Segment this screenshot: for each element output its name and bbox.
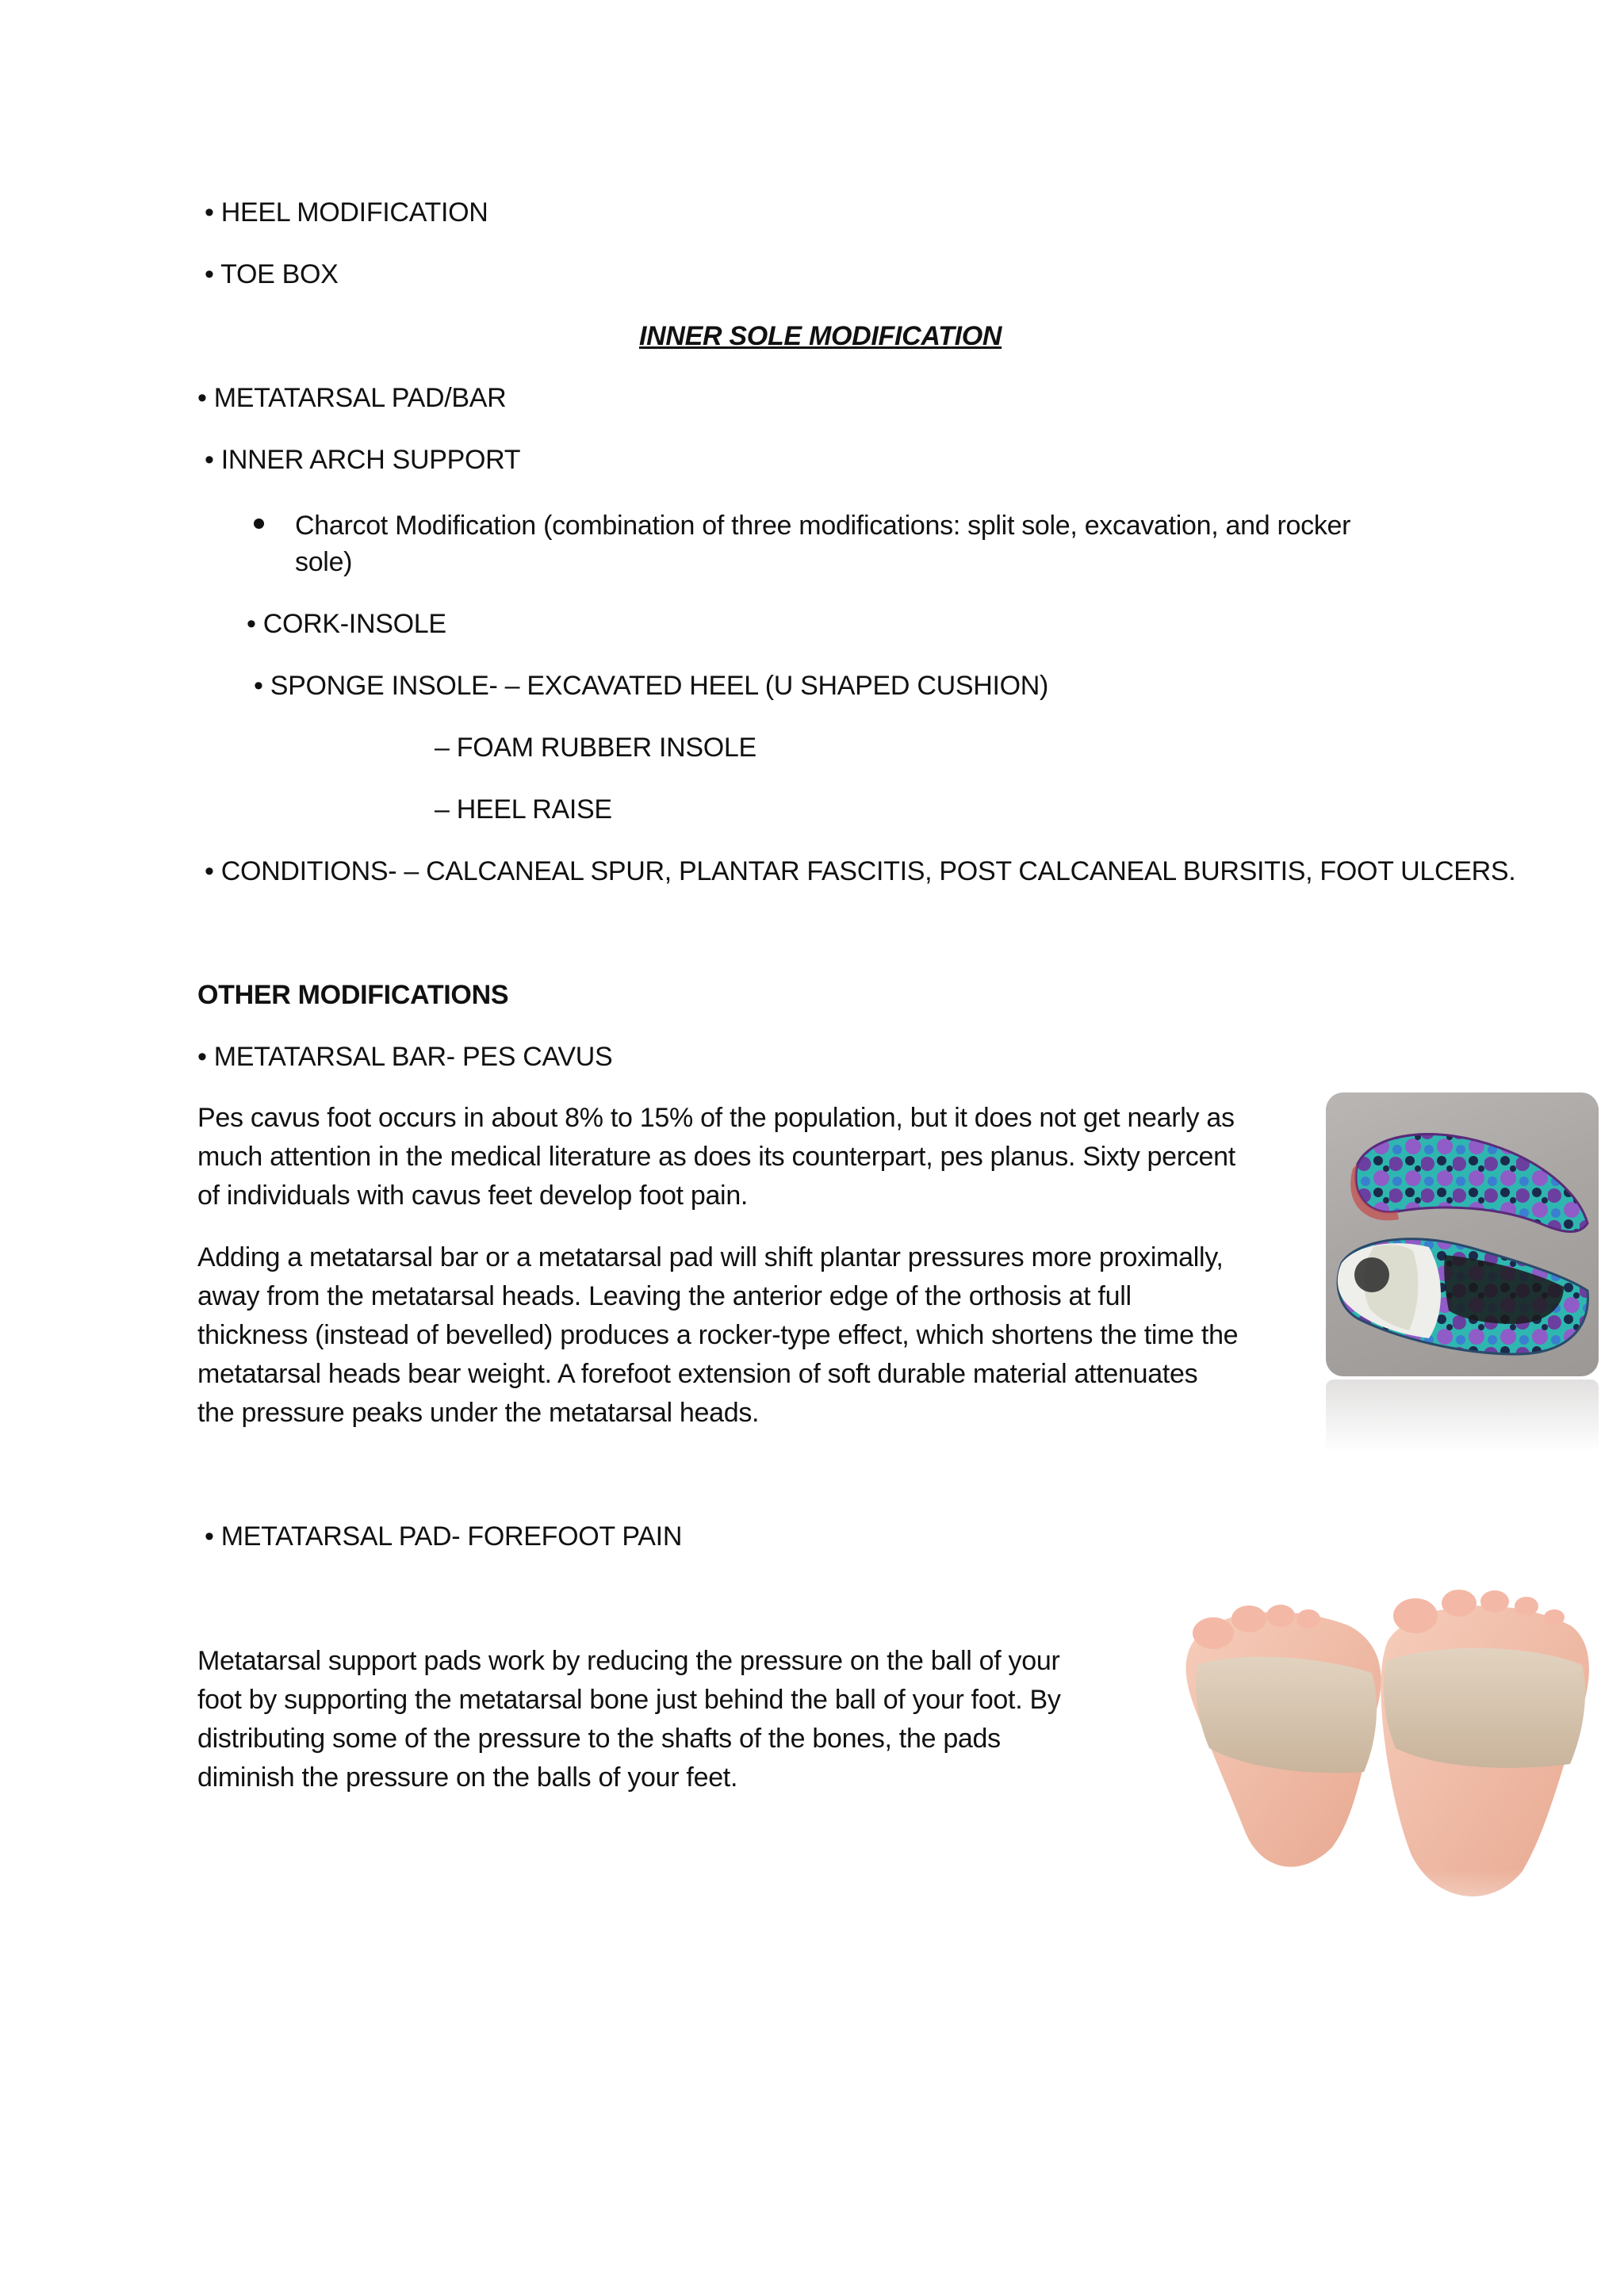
inner-sole-heading: INNER SOLE MODIFICATION (639, 321, 1002, 351)
metatarsal-pad-forefoot-item: • METATARSAL PAD- FOREFOOT PAIN (205, 1521, 683, 1552)
charcot-line-1: Charcot Modification (combination of three modifications: split sole, excavation, and rocker (295, 511, 1351, 541)
pes-cavus-paragraph (197, 1099, 1235, 1215)
insoles-image (1326, 1093, 1599, 1376)
conditions-item: • CONDITIONS- – CALCANEAL SPUR, PLANTAR FASCITIS, POST CALCANEAL BURSITIS, FOOT ULCERS. (205, 856, 1516, 886)
bullet-icon (254, 519, 264, 529)
insoles-reflection (1326, 1380, 1599, 1452)
metatarsal-bar-pes-cavus-item: • METATARSAL BAR- PES CAVUS (197, 1042, 613, 1072)
paragraph-line: Pes cavus foot occurs in about 8% to 15% of the population, but it does not get nearly as (197, 1103, 1235, 1133)
inner-arch-support-item: • INNER ARCH SUPPORT (205, 445, 521, 475)
paragraph-line: diminish the pressure on the balls of your feet. (197, 1762, 738, 1793)
metatarsal-pad-paragraph (197, 1642, 1061, 1797)
heel-modification-item: • HEEL MODIFICATION (205, 197, 488, 228)
cork-insole-item: • CORK-INSOLE (247, 609, 446, 639)
paragraph-line: foot by supporting the metatarsal bone just behind the ball of your foot. By (197, 1685, 1061, 1715)
paragraph-line: of individuals with cavus feet develop foot pain. (197, 1181, 749, 1211)
feet-pads-image (1174, 1578, 1599, 1966)
heel-raise-item: – HEEL RAISE (435, 794, 612, 825)
paragraph-line: away from the metatarsal heads. Leaving the anterior edge of the orthosis at full (197, 1281, 1132, 1311)
metatarsal-pad-bar-item: • METATARSAL PAD/BAR (197, 383, 507, 413)
paragraph-line: Adding a metatarsal bar or a metatarsal pad will shift plantar pressures more proximally, (197, 1242, 1224, 1272)
metatarsal-bar-paragraph (197, 1238, 1238, 1433)
other-modifications-heading: OTHER MODIFICATIONS (197, 980, 509, 1010)
paragraph-line: thickness (instead of bevelled) produces a rocker-type effect, which shortens the time the (197, 1320, 1239, 1350)
insoles-illustration (1326, 1093, 1599, 1376)
paragraph-line: much attention in the medical literature as does its counterpart, pes planus. Sixty percent (197, 1142, 1235, 1172)
paragraph-line: distributing some of the pressure to the shafts of the bones, the pads (197, 1724, 1001, 1754)
feet-pads-illustration (1174, 1578, 1599, 1966)
charcot-line-2: sole) (295, 547, 353, 577)
paragraph-line: metatarsal heads bear weight. A forefoot extension of soft durable material attenuates (197, 1359, 1198, 1389)
foam-rubber-item: – FOAM RUBBER INSOLE (435, 733, 756, 763)
paragraph-line: Metatarsal support pads work by reducing the pressure on the ball of your (197, 1646, 1060, 1676)
toe-box-item: • TOE BOX (205, 259, 339, 289)
sponge-insole-item: • SPONGE INSOLE- – EXCAVATED HEEL (U SHAPED CUSHION) (254, 671, 1049, 701)
paragraph-line: the pressure peaks under the metatarsal heads. (197, 1398, 760, 1428)
